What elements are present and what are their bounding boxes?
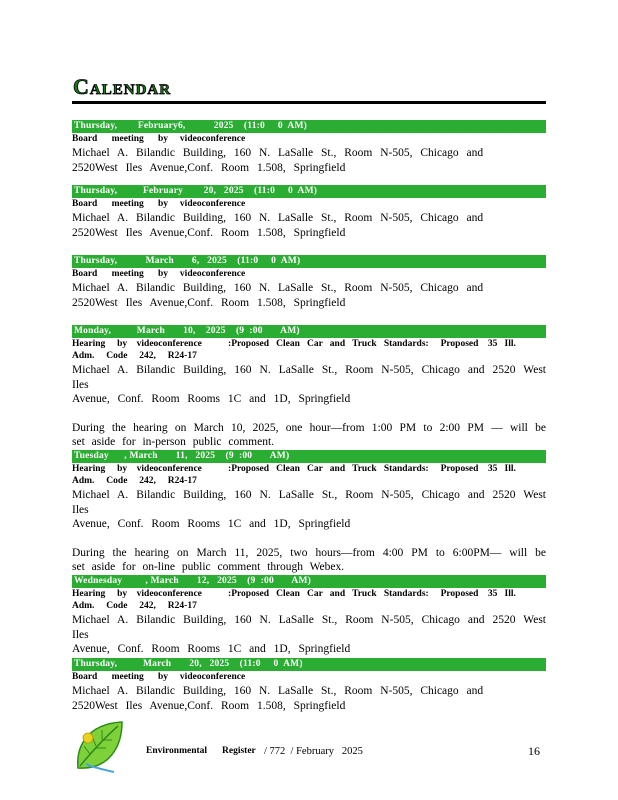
footer-publication: Environmental xyxy=(146,746,208,756)
entry-type: Hearing by videoconference :Proposed Clean Car and Truck Standards: Proposed 35 Ill. xyxy=(72,589,516,599)
entry-location xyxy=(72,281,546,310)
entry-date-bar: Thursday, March 20, 2025 (11:0 0 AM) xyxy=(72,658,546,671)
entry-location xyxy=(72,684,546,713)
location-line-2: 2520West Iles Avenue,Conf. Room 1.508, Springfield xyxy=(72,296,346,309)
location-line-2: Avenue, Conf. Room Rooms 1C and 1D, Springfield xyxy=(72,518,351,530)
calendar-entry xyxy=(72,658,546,713)
location-line-1: Michael A. Bilandic Building, 160 N. LaSalle St., Room N-505, Chicago and xyxy=(72,685,484,697)
leaf-logo-icon xyxy=(72,718,128,774)
entry-type: Hearing by videoconference :Proposed Clean Car and Truck Standards: Proposed 35 Ill. xyxy=(72,464,516,474)
calendar-entry xyxy=(72,185,546,240)
entry-location xyxy=(72,613,546,657)
entry-type: Board meeting by videoconference xyxy=(72,199,246,209)
page-number: 16 xyxy=(528,744,540,758)
location-line-1: Michael A. Bilandic Building, 160 N. LaSalle St., Room N-505, Chicago and 2520 West Iles xyxy=(72,489,546,516)
entry-type-code: Adm. Code 242, R24-17 xyxy=(72,476,197,486)
entry-location xyxy=(72,211,546,240)
location-line-2: Avenue, Conf. Room Rooms 1C and 1D, Springfield xyxy=(72,393,351,405)
entry-type: Board meeting by videoconference xyxy=(72,269,246,279)
entry-location xyxy=(72,363,546,407)
location-line-1: Michael A. Bilandic Building, 160 N. LaSalle St., Room N-505, Chicago and 2520 West Iles xyxy=(72,364,546,391)
location-line-1: Michael A. Bilandic Building, 160 N. LaSalle St., Room N-505, Chicago and 2520 West Iles xyxy=(72,614,546,641)
entry-date-bar: Monday, March 10, 2025 (9 :00 AM) xyxy=(72,325,546,338)
location-line-1: Michael A. Bilandic Building, 160 N. LaSalle St., Room N-505, Chicago and xyxy=(72,282,484,294)
entry-date-bar: Thursday, February6, 2025 (11:0 0 AM) xyxy=(72,120,546,133)
calendar-entry xyxy=(72,120,546,175)
page-footer xyxy=(72,718,546,778)
location-line-2: Avenue, Conf. Room Rooms 1C and 1D, Springfield xyxy=(72,643,351,655)
entry-date-bar: Thursday, February 20, 2025 (11:0 0 AM) xyxy=(72,185,546,198)
entry-location xyxy=(72,488,546,532)
calendar-entry xyxy=(72,325,546,450)
entry-date-bar: Tuesday , March 11, 2025 (9 :00 AM) xyxy=(72,450,546,463)
location-line-1: Michael A. Bilandic Building, 160 N. LaSalle St., Room N-505, Chicago and xyxy=(72,212,484,224)
calendar-entry xyxy=(72,255,546,310)
entry-type-code: Adm. Code 242, R24-17 xyxy=(72,351,197,361)
entry-location xyxy=(72,146,546,175)
location-line-2: 2520West Iles Avenue,Conf. Room 1.508, Springfield xyxy=(72,161,346,174)
calendar-entry xyxy=(72,450,546,575)
footer-register: Register xyxy=(222,746,256,756)
entry-type-code: Adm. Code 242, R24-17 xyxy=(72,601,197,611)
entry-type: Board meeting by videoconference xyxy=(72,672,246,682)
entry-note: During the hearing on March 10, 2025, one hour—from 1:00 PM to 2:00 PM — will be set aside for in-person public comment. xyxy=(72,421,546,448)
page-title: Calendar xyxy=(73,74,172,99)
entry-note: During the hearing on March 11, 2025, two hours—from 4:00 PM to 6:00PM— will be set aside for on-line public comment through Webex. xyxy=(72,546,546,573)
location-line-2: 2520West Iles Avenue,Conf. Room 1.508, Springfield xyxy=(72,226,346,239)
entry-date-bar: Wednesday , March 12, 2025 (9 :00 AM) xyxy=(72,575,546,588)
footer-issue: / 772 / February 2025 xyxy=(264,746,363,757)
entry-type: Hearing by videoconference :Proposed Clean Car and Truck Standards: Proposed 35 Ill. xyxy=(72,339,516,349)
location-line-2: 2520West Iles Avenue,Conf. Room 1.508, Springfield xyxy=(72,699,346,712)
location-line-1: Michael A. Bilandic Building, 160 N. LaSalle St., Room N-505, Chicago and xyxy=(72,147,484,159)
title-rule xyxy=(72,101,546,104)
entry-date-bar: Thursday, March 6, 2025 (11:0 0 AM) xyxy=(72,255,546,268)
entry-type: Board meeting by videoconference xyxy=(72,134,246,144)
calendar-entry xyxy=(72,575,546,657)
